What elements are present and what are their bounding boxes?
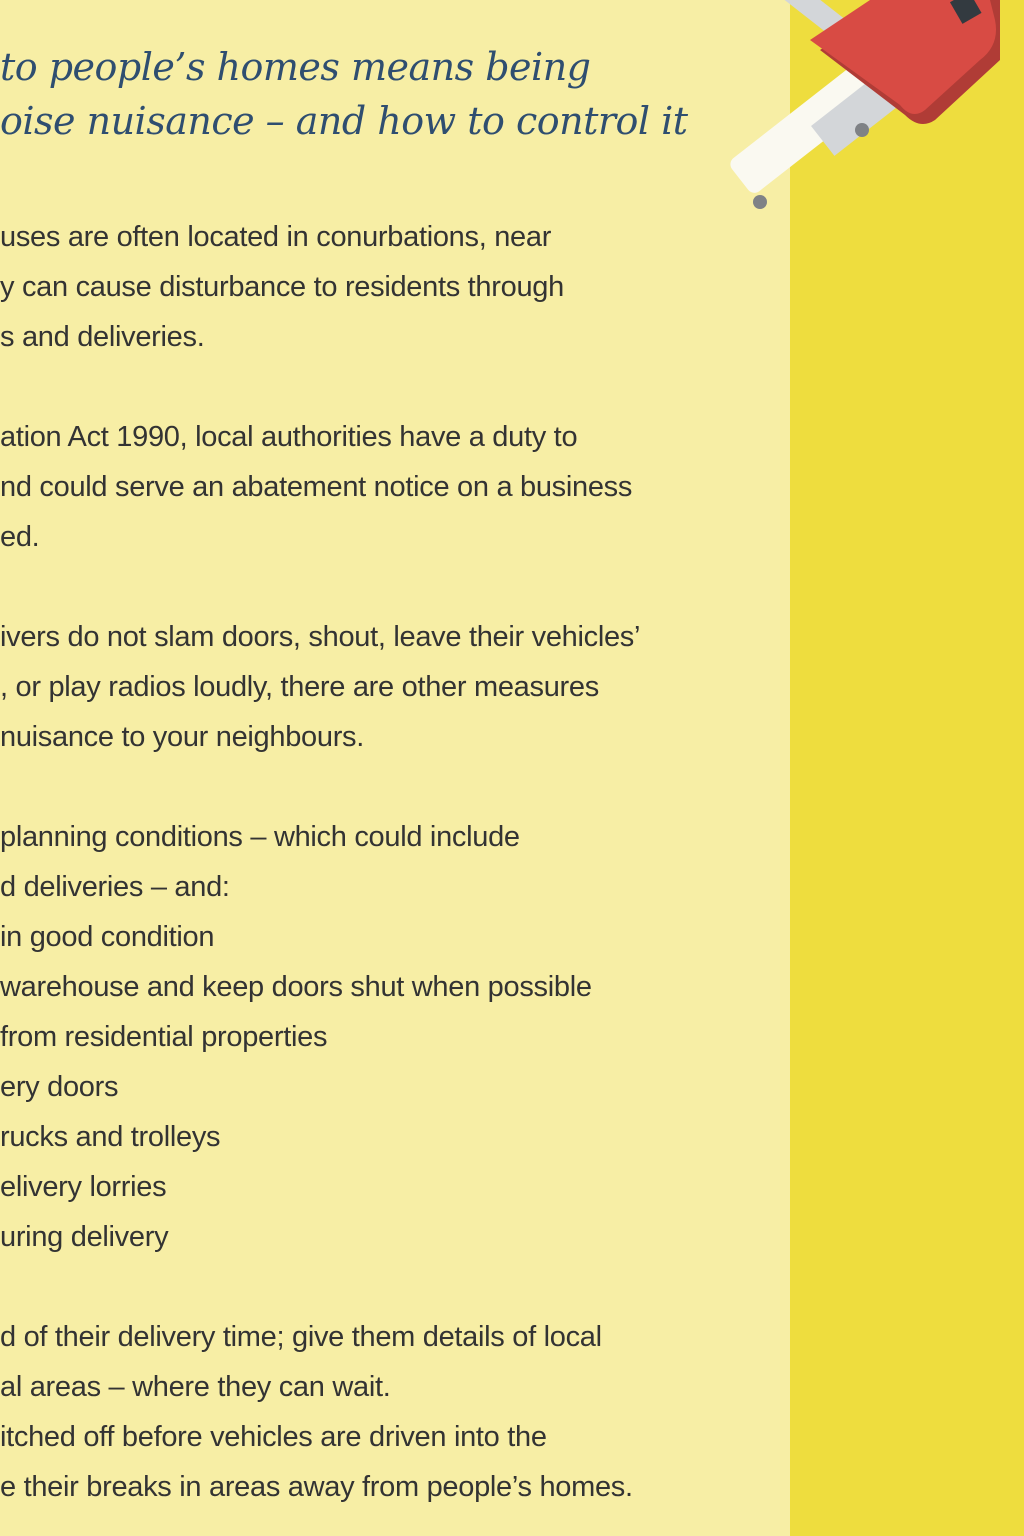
blank-line bbox=[0, 1262, 780, 1312]
text-line: ivers do not slam doors, shout, leave their vehicles’ bbox=[0, 621, 641, 653]
paragraph-5 bbox=[0, 1312, 780, 1512]
text-line: y can cause disturbance to residents through bbox=[0, 271, 564, 303]
text-line: s and deliveries. bbox=[0, 321, 205, 353]
text-line: e their breaks in areas away from people’s homes. bbox=[0, 1471, 633, 1503]
list-item: warehouse and keep doors shut when possible bbox=[0, 971, 592, 1003]
list-item: rucks and trolleys bbox=[0, 1121, 221, 1153]
paragraph-3 bbox=[0, 612, 780, 762]
text-line: d of their delivery time; give them details of local bbox=[0, 1321, 602, 1353]
text-line: nuisance to your neighbours. bbox=[0, 721, 365, 753]
text-line: , or play radios loudly, there are other measures bbox=[0, 671, 599, 703]
text-line: ation Act 1990, local authorities have a duty to bbox=[0, 421, 578, 453]
body-text bbox=[0, 212, 780, 1512]
headline bbox=[0, 40, 688, 148]
blank-line bbox=[0, 562, 780, 612]
paragraph-1 bbox=[0, 212, 780, 362]
blank-line bbox=[0, 762, 780, 812]
text-line: itched off before vehicles are driven into the bbox=[0, 1421, 547, 1453]
blank-line bbox=[0, 362, 780, 412]
text-line: d deliveries – and: bbox=[0, 871, 230, 903]
paragraph-4-measures-list bbox=[0, 812, 780, 1262]
list-item: from residential properties bbox=[0, 1021, 328, 1053]
text-line: nd could serve an abatement notice on a business bbox=[0, 471, 633, 503]
text-line: ed. bbox=[0, 521, 40, 553]
list-item: ery doors bbox=[0, 1071, 119, 1103]
text-line: al areas – where they can wait. bbox=[0, 1371, 391, 1403]
text-line: uses are often located in conurbations, near bbox=[0, 221, 552, 253]
loudspeaker-icon bbox=[700, 0, 1024, 240]
list-item: in good condition bbox=[0, 921, 215, 953]
headline-line-2: oise nuisance – and how to control it bbox=[0, 99, 688, 143]
text-line: planning conditions – which could include bbox=[0, 821, 520, 853]
list-item: uring delivery bbox=[0, 1221, 169, 1253]
list-item: elivery lorries bbox=[0, 1171, 167, 1203]
headline-line-1: to people’s homes means being bbox=[0, 45, 591, 89]
paragraph-2 bbox=[0, 412, 780, 562]
